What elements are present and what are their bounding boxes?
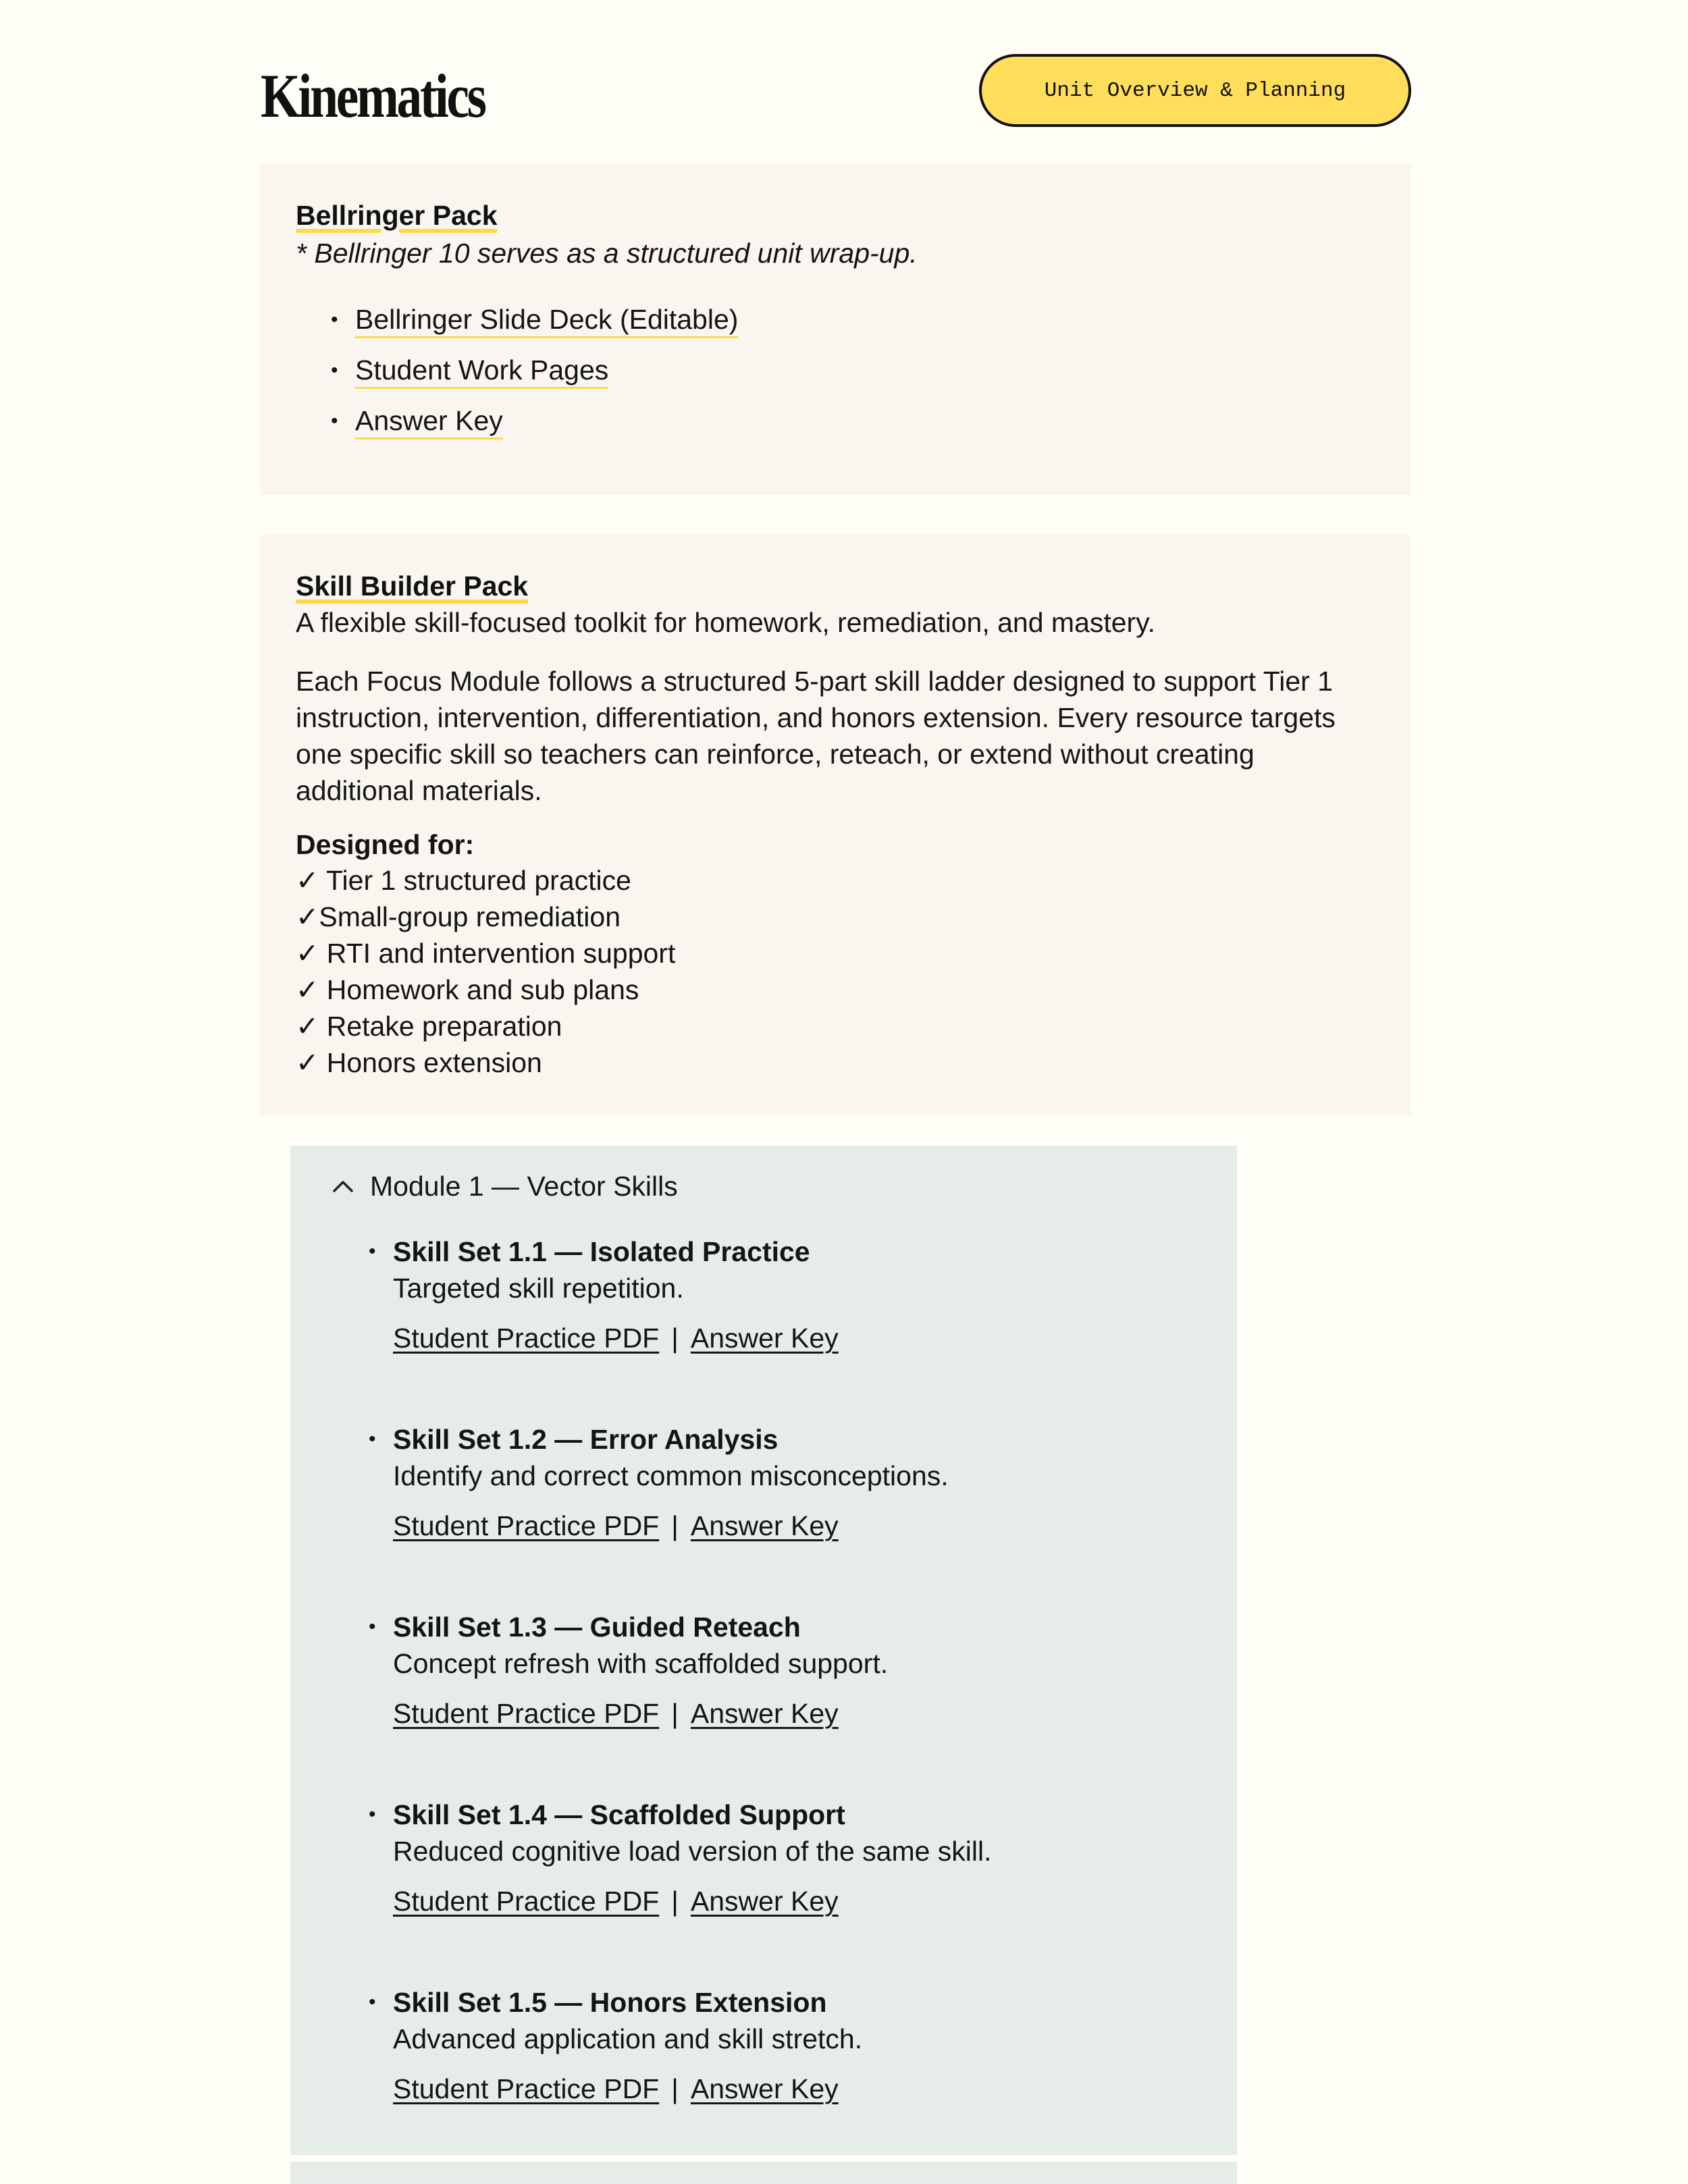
bellringer-heading: Bellringer Pack [296,200,498,231]
bullet-icon: • [369,1616,376,1638]
skill-set-title: Skill Set 1.3 — Guided Reteach [393,1612,801,1643]
student-practice-pdf-link[interactable]: Student Practice PDF [393,1510,660,1541]
student-practice-pdf-link[interactable]: Student Practice PDF [393,1698,660,1729]
chevron-up-icon [331,1174,355,1198]
skill-set-description: Reduced cognitive load version of the same skill. [393,1836,992,1867]
answer-key-link[interactable]: Answer Key [690,1886,839,1917]
list-item: ✓ Tier 1 structured practice [296,865,631,896]
skill-builder-subtitle: A flexible skill-focused toolkit for homework, remediation, and mastery. [296,607,1156,638]
list-item: ✓ Homework and sub plans [296,974,639,1005]
answer-key-link[interactable]: Answer Key [690,1510,839,1541]
list-item: ✓Small-group remediation [296,901,621,932]
skill-builder-card [261,535,1411,1115]
list-item [331,294,738,345]
module-toggle[interactable] [331,1166,678,1206]
skill-set-description: Concept refresh with scaffolded support. [393,1648,889,1679]
bullet-icon: • [331,410,338,432]
module-accordion [290,1146,1237,2155]
bullet-icon: • [369,1991,376,2013]
skill-builder-description: Each Focus Module follows a structured 5-part skill ladder designed to support Tier 1 instruction, intervention, differentiation, and honors extension. Every resource targets one specific skill so teachers can reinforce, reteach, or extend without creating additional materials. [296,666,1336,806]
skill-set-links [393,2071,992,2107]
skill-set-title: Skill Set 1.2 — Error Analysis [393,1424,779,1455]
skill-set-links [393,1508,992,1544]
bullet-icon: • [369,1428,376,1450]
link-separator: | [671,2073,679,2104]
bellringer-answer-key-link[interactable]: Answer Key [355,405,503,440]
student-practice-pdf-link[interactable]: Student Practice PDF [393,1323,660,1354]
skill-set-item [369,1796,992,1984]
skill-set-item [369,1984,992,2172]
student-practice-pdf-link[interactable]: Student Practice PDF [393,1886,660,1917]
list-item: ✓ Retake preparation [296,1011,562,1042]
list-item: ✓ RTI and intervention support [296,938,676,969]
next-module-accordion[interactable] [290,2162,1237,2184]
skill-set-item [369,1233,992,1421]
unit-overview-button[interactable]: Unit Overview & Planning [979,54,1411,127]
skill-set-item [369,1609,992,1796]
skill-set-title: Skill Set 1.5 — Honors Extension [393,1987,827,2018]
bullet-icon: • [331,359,338,381]
skill-set-description: Identify and correct common misconceptions. [393,1460,949,1491]
link-separator: | [671,1510,679,1541]
link-separator: | [671,1886,679,1917]
skill-set-links [393,1883,992,1919]
bullet-icon: • [331,309,338,331]
bellringer-note: * Bellringer 10 serves as a structured unit wrap-up. [296,238,918,269]
link-separator: | [671,1323,679,1354]
skill-builder-heading: Skill Builder Pack [296,570,529,602]
answer-key-link[interactable]: Answer Key [690,1698,839,1729]
bullet-icon: • [369,1803,376,1826]
skill-set-links [393,1320,992,1356]
designed-for-heading: Designed for: [296,829,475,860]
answer-key-link[interactable]: Answer Key [690,1323,839,1354]
header [261,49,1411,136]
skill-set-item [369,1421,992,1609]
skill-set-description: Advanced application and skill stretch. [393,2023,863,2054]
designed-for-list [296,862,675,1081]
list-item [331,396,738,446]
bullet-icon: • [369,1240,376,1262]
bellringer-link-list [331,294,738,446]
list-item [331,345,738,396]
skill-set-list [369,1233,992,2172]
answer-key-link[interactable]: Answer Key [690,2073,839,2104]
page-title: Kinematics [261,61,485,130]
skill-set-links [393,1695,992,1732]
skill-set-description: Targeted skill repetition. [393,1273,684,1304]
skill-set-title: Skill Set 1.4 — Scaffolded Support [393,1799,845,1830]
student-practice-pdf-link[interactable]: Student Practice PDF [393,2073,660,2104]
bellringer-slide-deck-link[interactable]: Bellringer Slide Deck (Editable) [355,304,738,338]
bellringer-card [261,164,1411,495]
student-work-pages-link[interactable]: Student Work Pages [355,354,608,389]
link-separator: | [671,1698,679,1729]
skill-set-title: Skill Set 1.1 — Isolated Practice [393,1236,810,1267]
module-title: Module 1 — Vector Skills [370,1170,678,1202]
list-item: ✓ Honors extension [296,1047,542,1078]
